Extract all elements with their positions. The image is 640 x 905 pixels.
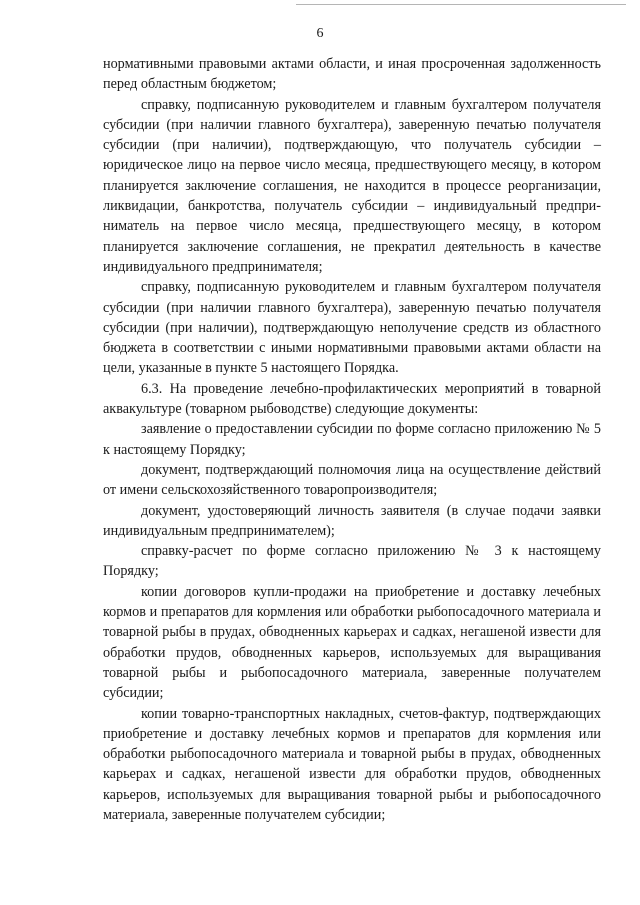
paragraph-application: заявление о предоставлении субсидии по форме согласно приложению № 5 к настоящему Порядку;	[103, 421, 601, 458]
paragraph-contract-copies: копии договоров купли-продажи на приобретение и доставку лечебных кормов и препаратов для кормления или обработки рыбопосадочного материала и товарной рыбы в прудах, обводненных карьерах и садках, негашеной извести для обработки прудов, обводненных карьеров, используемых для выращивания товарной рыбы и рыбопосадочного материала, заверенные получателем субсидии;	[103, 583, 601, 702]
paragraph-calculation-certificate: справку-расчет по форме согласно приложению № 3 к настоящему Порядку;	[103, 543, 601, 580]
page-number: 6	[316, 26, 324, 41]
paragraph-identity-document: документ, удостоверяющий личность заявителя (в случае подачи заявки индивидуальным предпринимателем);	[103, 502, 601, 539]
paragraph-reorganization-certificate: справку, подписанную руководителем и главным бухгалтером получателя субсидии (при наличии главного бухгалтера), заверенную печатью получателя субсидии (при наличии), подтверждающую, что получатель субсидии – юридическое лицо на первое число месяца, предшествующего месяцу, в котором планируется заключение соглашения, не находится в процессе реорганизации, ликвидации, банкротства, получатель субсидии – индивидуальный предприниматель на первое число месяца, предшествующего месяцу, в котором планируется заключение соглашения, не прекратил деятельность в качестве индивидуального предпринимателя;	[103, 96, 601, 275]
paragraph-continuation: нормативными правовыми актами области, и иная просроченная задолженность перед областным бюджетом;	[103, 56, 601, 93]
paragraph-non-receipt-certificate: справку, подписанную руководителем и главным бухгалтером получателя субсидии (при наличии главного бухгалтера), заверенную печатью получателя субсидии (при наличии), подтверждающую неполучение средств из областного бюджета в соответствии с иными нормативными правовыми актами области на цели, указанные в пункте 5 настоящего Порядка.	[103, 279, 601, 377]
top-rule	[296, 4, 626, 5]
paragraph-section-6-3: 6.3. На проведение лечебно-профилактических мероприятий в товарной аквакультуре (товарном рыбоводстве) следующие документы:	[103, 380, 601, 418]
paragraph-authority-document: документ, подтверждающий полномочия лица на осуществление действий от имени сельскохозяйственного товаропроизводителя;	[103, 461, 601, 499]
document-body	[103, 54, 601, 825]
paragraph-invoice-copies: копии товарно-транспортных накладных, счетов-фактур, подтверждающих приобретение и доставку лечебных кормов и препаратов для кормления или обработки рыбопосадочного материала и товарной рыбы в прудах, обводненных карьерах и садках, негашеной извести для обработки прудов, обводненных карьеров, используемых для выращивания товарной рыбы и рыбопосадочного материала, заверенные получателем субсидии;	[103, 705, 601, 823]
